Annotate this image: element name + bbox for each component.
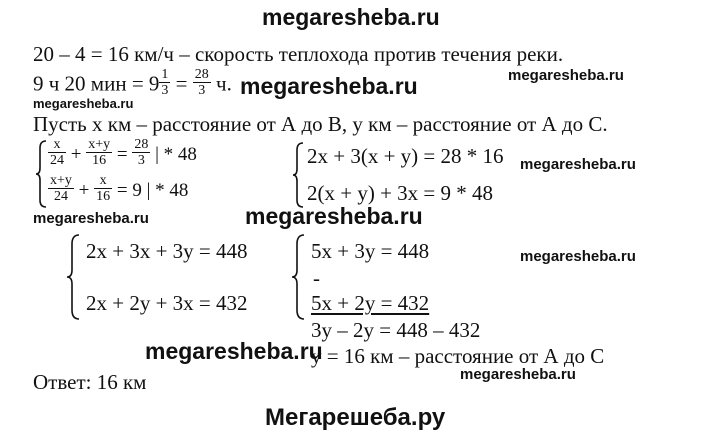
time-line [33,67,232,101]
let-line: Пусть х км – расстояние от А до В, у км – расстояние от А до С. [33,112,608,136]
watermark: megaresheba.ru [145,338,323,364]
system4-row2: 5x + 2y = 432 [311,291,430,315]
equals: = [175,71,188,96]
answer: Ответ: 16 км [33,370,147,394]
system-brace [291,234,305,320]
system-brace [292,142,304,208]
fraction: $\frac{28}{3}$ [194,67,209,98]
time-prefix: 9 ч 20 мин = 9 [33,71,160,96]
system1-row2: $\frac{x+y}{24}$ + $\frac{x}{16}$ = 9 | * 48 [50,173,189,204]
system4-row1: 5x + 3y = 448 [311,239,430,263]
watermark-brand: Мегарешеба.ру [265,404,446,431]
watermark: megaresheba.ru [508,67,624,84]
system2-row1: 2x + 3(x + y) = 28 * 16 [307,144,504,168]
system3-row2: 2x + 2y + 3x = 432 [86,291,248,315]
system-brace [66,234,80,320]
watermark: megaresheba.ru [33,210,149,227]
watermark: megaresheba.ru [240,73,418,99]
watermark: megaresheba.ru [245,203,423,229]
watermark: megaresheba.ru [33,96,134,111]
watermark: megaresheba.ru [520,156,636,173]
watermark: megaresheba.ru [460,366,576,383]
system4-minus: - [313,266,320,290]
system3-row1: 2x + 3x + 3y = 448 [86,239,248,263]
subtraction-line: 3y – 2y = 448 – 432 [311,318,481,342]
system2-row2: 2(x + y) + 3x = 9 * 48 [307,181,494,205]
system-brace [35,140,47,208]
system1-row1: $\frac{x}{24}$ + $\frac{x+y}{16}$ = $\frac{28}{3}$ | * 48 [50,137,197,168]
speed-line: 20 – 4 = 16 км/ч – скорость теплохода против течения реки. [33,42,564,66]
watermark-top: megaresheba.ru [262,4,440,30]
watermark: megaresheba.ru [520,248,636,265]
fraction: $\frac{1}{3}$ [161,67,169,98]
y-result-line: y = 16 км – расстояние от А до С [311,344,605,368]
time-unit: ч. [216,71,232,96]
